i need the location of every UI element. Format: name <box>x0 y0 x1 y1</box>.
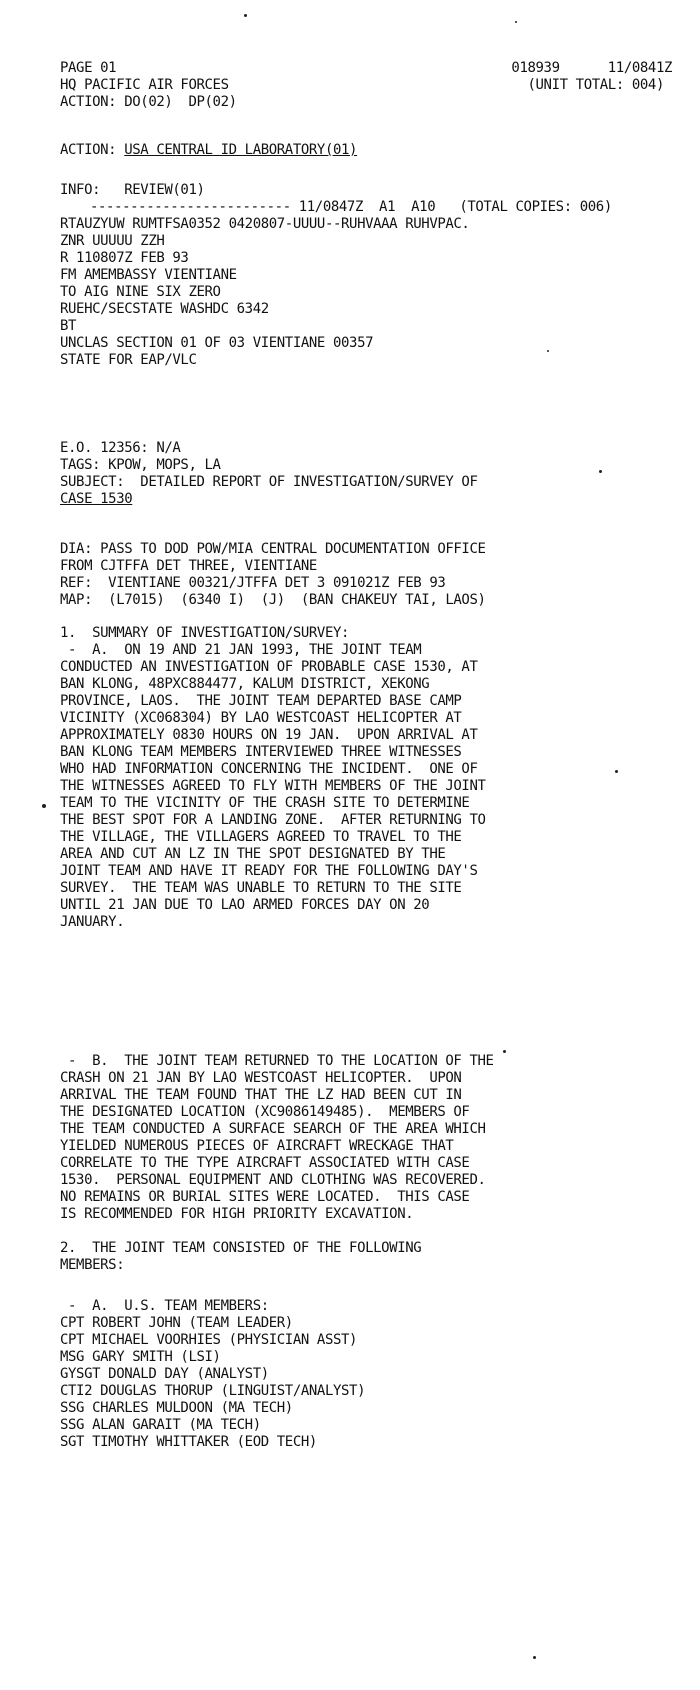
subject-line: SUBJECT: DETAILED REPORT OF INVESTIGATION/SURVEY OF <box>60 474 478 490</box>
message-id: 018939 11/0841Z <box>511 60 672 76</box>
member-entry: CPT MICHAEL VOORHIES (PHYSICIAN ASST) <box>60 1332 358 1348</box>
member-entry: GYSGT DONALD DAY (ANALYST) <box>60 1366 269 1382</box>
routing-line: ZNR UUUUU ZZH <box>60 233 165 249</box>
routing-line: RTAUZYUW RUMTFSA0352 0420807-UUUU--RUHVAAA RUHVPAC. <box>60 216 470 232</box>
scan-speck <box>533 1656 536 1659</box>
unit-total: (UNIT TOTAL: 004) <box>527 77 664 93</box>
routing-line: TO AIG NINE SIX ZERO <box>60 284 221 300</box>
routing-line: STATE FOR EAP/VLC <box>60 352 197 368</box>
eo-line: E.O. 12356: N/A <box>60 440 181 456</box>
info-line: INFO: REVIEW(01) <box>60 182 205 198</box>
routing-line: ------------------------- 11/0847Z A1 A10 (TOTAL COPIES: 006) <box>90 199 612 215</box>
routing-line: R 110807Z FEB 93 <box>60 250 189 266</box>
subject-case: CASE 1530 <box>60 491 133 507</box>
section-1-summary: 1. SUMMARY OF INVESTIGATION/SURVEY: - A. ON 19 AND 21 JAN 1993, THE JOINT TEAM CONDUCTED AN INVESTIGATION OF PROBABLE CASE 1530, AT BAN KLONG, 48PXC884477, KALUM DISTRICT, XEKONG PROVINCE, LAOS. THE JOINT TEAM DEPARTED BASE CAMP VICINITY (XC068304) BY LAO WESTCOAST HELICOPTER AT APPROXIMATELY 0830 HOURS ON 19 JAN. UPON ARRIVAL AT BAN KLONG TEAM MEMBERS INTERVIEWED THREE WITNESSES WHO HAD INFORMATION CONCERNING THE INCIDENT. ONE OF THE WITNESSES AGREED TO FLY WITH MEMBERS OF THE JOINT TEAM TO THE VICINITY OF THE CRASH SITE TO DETERMINE THE BEST SPOT FOR A LANDING ZONE. AFTER RETURNING TO THE VILLAGE, THE VILLAGERS AGREED TO TRAVEL TO THE AREA AND CUT AN LZ IN THE SPOT DESIGNATED BY THE JOINT TEAM AND HAVE IT READY FOR THE FOLLOWING DAY'S SURVEY. THE TEAM WAS UNABLE TO RETURN TO THE SITE UNTIL 21 JAN DUE TO LAO ARMED FORCES DAY ON 20 JANUARY. <box>60 625 486 930</box>
action-prefix: ACTION: <box>60 142 125 158</box>
routing-line: FM AMEMBASSY VIENTIANE <box>60 267 237 283</box>
tags-block <box>60 440 670 508</box>
member-entry: SSG CHARLES MULDOON (MA TECH) <box>60 1400 293 1416</box>
action-value: USA CENTRAL ID LABORATORY(01) <box>124 142 358 158</box>
header-left <box>60 60 237 111</box>
routing-line: UNCLAS SECTION 01 OF 03 VIENTIANE 00357 <box>60 335 374 351</box>
section-1b: - B. THE JOINT TEAM RETURNED TO THE LOCATION OF THE CRASH ON 21 JAN BY LAO WESTCOAST HELICOPTER. UPON ARRIVAL THE TEAM FOUND THAT THE LZ HAD BEEN CUT IN THE DESIGNATED LOCATION (XC9086149485). MEMBERS OF THE TEAM CONDUCTED A SURFACE SEARCH OF THE AREA WHICH YIELDED NUMEROUS PIECES OF AIRCRAFT WRECKAGE THAT CORRELATE TO THE TYPE AIRCRAFT ASSOCIATED WITH CASE 1530. PERSONAL EQUIPMENT AND CLOTHING WAS RECOVERED. NO REMAINS OR BURIAL SITES WERE LOCATED. THIS CASE IS RECOMMENDED FOR HIGH PRIORITY EXCAVATION. <box>60 1053 494 1222</box>
member-entry: CPT ROBERT JOHN (TEAM LEADER) <box>60 1315 293 1331</box>
member-entry: CTI2 DOUGLAS THORUP (LINGUIST/ANALYST) <box>60 1383 366 1399</box>
originating-org: HQ PACIFIC AIR FORCES <box>60 77 229 93</box>
members-heading: - A. U.S. TEAM MEMBERS: <box>60 1298 269 1314</box>
routing-line: RUEHC/SECSTATE WASHDC 6342 <box>60 301 269 317</box>
routing-block <box>60 199 670 369</box>
action-line <box>60 142 670 159</box>
team-members-list <box>60 1298 670 1451</box>
section-2: 2. THE JOINT TEAM CONSISTED OF THE FOLLOWING MEMBERS: <box>60 1240 422 1273</box>
scan-speck <box>515 21 517 23</box>
header-right <box>511 60 672 94</box>
scan-speck <box>244 14 247 17</box>
page-number: PAGE 01 <box>60 60 117 76</box>
member-entry: SSG ALAN GARAIT (MA TECH) <box>60 1417 261 1433</box>
routing-line: BT <box>60 318 77 334</box>
member-entry: SGT TIMOTHY WHITTAKER (EOD TECH) <box>60 1434 317 1450</box>
tags-line: TAGS: KPOW, MOPS, LA <box>60 457 221 473</box>
dia-block: DIA: PASS TO DOD POW/MIA CENTRAL DOCUMENTATION OFFICE FROM CJTFFA DET THREE, VIENTIANE REF: VIENTIANE 00321/JTFFA DET 3 091021Z FEB 93 MAP: (L7015) (6340 I) (J) (BAN CHAKEUY TAI, LAOS) <box>60 541 486 608</box>
scan-speck <box>42 804 46 808</box>
member-entry: MSG GARY SMITH (LSI) <box>60 1349 221 1365</box>
action-codes: ACTION: DO(02) DP(02) <box>60 94 237 110</box>
